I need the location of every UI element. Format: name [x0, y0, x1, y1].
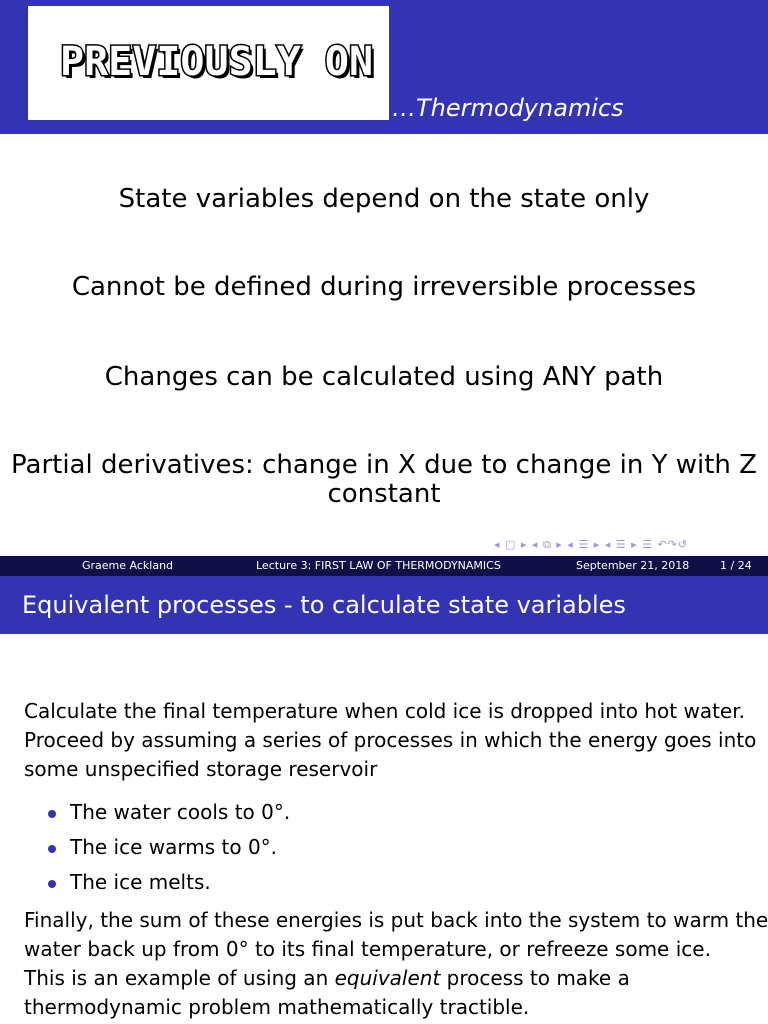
- slide1-title: …Thermodynamics: [392, 94, 624, 122]
- intro-line-1: Calculate the final temperature when cold ice is dropped into hot water.: [24, 699, 745, 723]
- slide2-outro: [24, 906, 768, 1022]
- list-item: The ice melts.: [48, 865, 290, 900]
- slide2-intro: [24, 697, 756, 784]
- footer-lecture-title: Lecture 3: FIRST LAW OF THERMODYNAMICS: [256, 559, 501, 572]
- process-bullet-list: [48, 795, 290, 900]
- previously-on-logo: [28, 6, 389, 120]
- outro-line-3: [24, 964, 768, 993]
- list-item: The water cools to 0°.: [48, 795, 290, 830]
- slide1-line-1: State variables depend on the state only: [118, 184, 650, 214]
- slide1-line-4: Partial derivatives: change in X due to change in Y with Z: [11, 450, 757, 480]
- slide1-header: [0, 0, 768, 134]
- outro-line-2: water back up from 0° to its final temperature, or refreeze some ice.: [24, 937, 711, 961]
- beamer-nav-icons[interactable]: ◂ ▢ ▸ ◂ ⧉ ▸ ◂ ☰ ▸ ◂ ☰ ▸ ☰ ↶↷↺: [494, 538, 689, 551]
- last-line-post: process to make a: [440, 966, 630, 990]
- logo-text: PREVIOUSLY ON: [60, 39, 374, 85]
- equivalent-emphasis: equivalent: [334, 966, 441, 990]
- slide1-line-5: constant: [327, 479, 441, 509]
- intro-line-2: Proceed by assuming a series of processes in which the energy goes into: [24, 728, 757, 752]
- outro-line-1: Finally, the sum of these energies is put back into the system to warm the: [24, 908, 768, 932]
- outro-line-4: thermodynamic problem mathematically tractible.: [24, 995, 530, 1019]
- slide2-title: Equivalent processes - to calculate state variables: [22, 591, 626, 619]
- footer-author: Graeme Ackland: [82, 559, 174, 572]
- slide2-header: [0, 576, 768, 634]
- slide1-line-3: Changes can be calculated using ANY path: [104, 362, 664, 392]
- footer-date: September 21, 2018: [576, 559, 690, 572]
- footer-page-number: 1 / 24: [720, 559, 752, 572]
- slide1-footer: [0, 556, 768, 576]
- last-line-pre: This is an example of using an: [24, 966, 335, 990]
- list-item: The ice warms to 0°.: [48, 830, 290, 865]
- intro-line-3: some unspecified storage reservoir: [24, 757, 378, 781]
- slide1-line-2: Cannot be defined during irreversible processes: [71, 272, 697, 302]
